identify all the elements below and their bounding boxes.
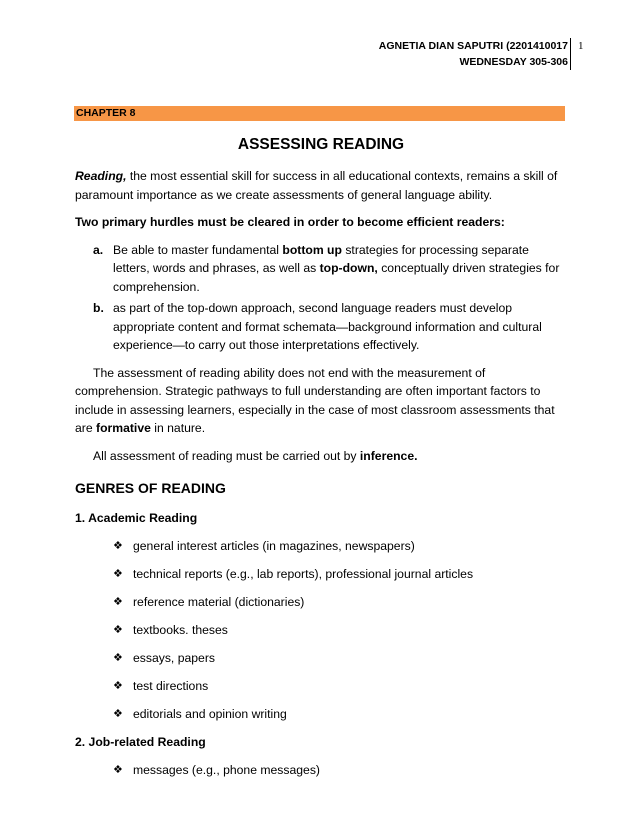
diamond-bullet-icon: ❖ [113,652,123,664]
assessment-paragraph: The assessment of reading ability does not end with the measurement of comprehension. Strategic pathways to full understanding are often important factors to include in assessing learners, especially in the case of most classroom assessments that are formative in nature. [75,365,555,435]
chapter-label: CHAPTER 8 [74,106,565,121]
diamond-bullet-icon: ❖ [113,708,123,720]
inference-paragraph: All assessment of reading must be carried out by inference. [93,448,418,463]
hurdles-list [75,241,567,355]
diamond-bullet-icon: ❖ [113,764,123,776]
list-item: ❖ editorials and opinion writing [113,707,287,721]
list-item: ❖ general interest articles (in magazines, newspapers) [113,539,415,553]
job-list [75,761,567,779]
list-item: ❖ reference material (dictionaries) [113,595,305,609]
diamond-bullet-icon: ❖ [113,540,123,552]
diamond-bullet-icon: ❖ [113,680,123,692]
intro-lead: Reading, [75,169,127,183]
list-item: ❖ messages (e.g., phone messages) [113,763,320,777]
list-item: ❖ textbooks. theses [113,623,228,637]
list-item: ❖ technical reports (e.g., lab reports), professional journal articles [113,567,474,581]
list-marker: a. [93,242,104,257]
page-header [379,38,568,70]
header-author: AGNETIA DIAN SAPUTRI (2201410017 [378,40,568,52]
academic-list [75,537,567,723]
diamond-bullet-icon: ❖ [113,596,123,608]
list-item: b. as part of the top-down approach, second language readers must develop appropriate content and format schemata—background information and cultural experience—to carry out those interpretations effectively. [93,301,542,352]
list-item: ❖ essays, papers [113,651,215,665]
job-heading: 2. Job-related Reading [75,735,206,749]
list-item: a. Be able to master fundamental bottom up strategies for processing separate letters, words and phrases, as well as top-down, conceptually driven strategies for comprehension. [93,242,560,294]
diamond-bullet-icon: ❖ [113,624,123,636]
intro-paragraph [75,167,567,204]
intro-text: the most essential skill for success in all educational contexts, remains a skill of paramount importance as we create assessments of general language ability. [75,169,558,202]
list-marker: b. [93,301,104,315]
header-session: WEDNESDAY 305-306 [459,56,568,68]
document-body [75,130,567,789]
diamond-bullet-icon: ❖ [113,568,123,580]
academic-heading: 1. Academic Reading [75,511,198,525]
genres-heading: GENRES OF READING [75,480,226,496]
page-number: 1 [570,38,584,70]
hurdles-heading: Two primary hurdles must be cleared in order to become efficient readers: [75,215,505,229]
list-item: ❖ test directions [113,679,209,693]
page-title: ASSESSING READING [237,136,405,153]
